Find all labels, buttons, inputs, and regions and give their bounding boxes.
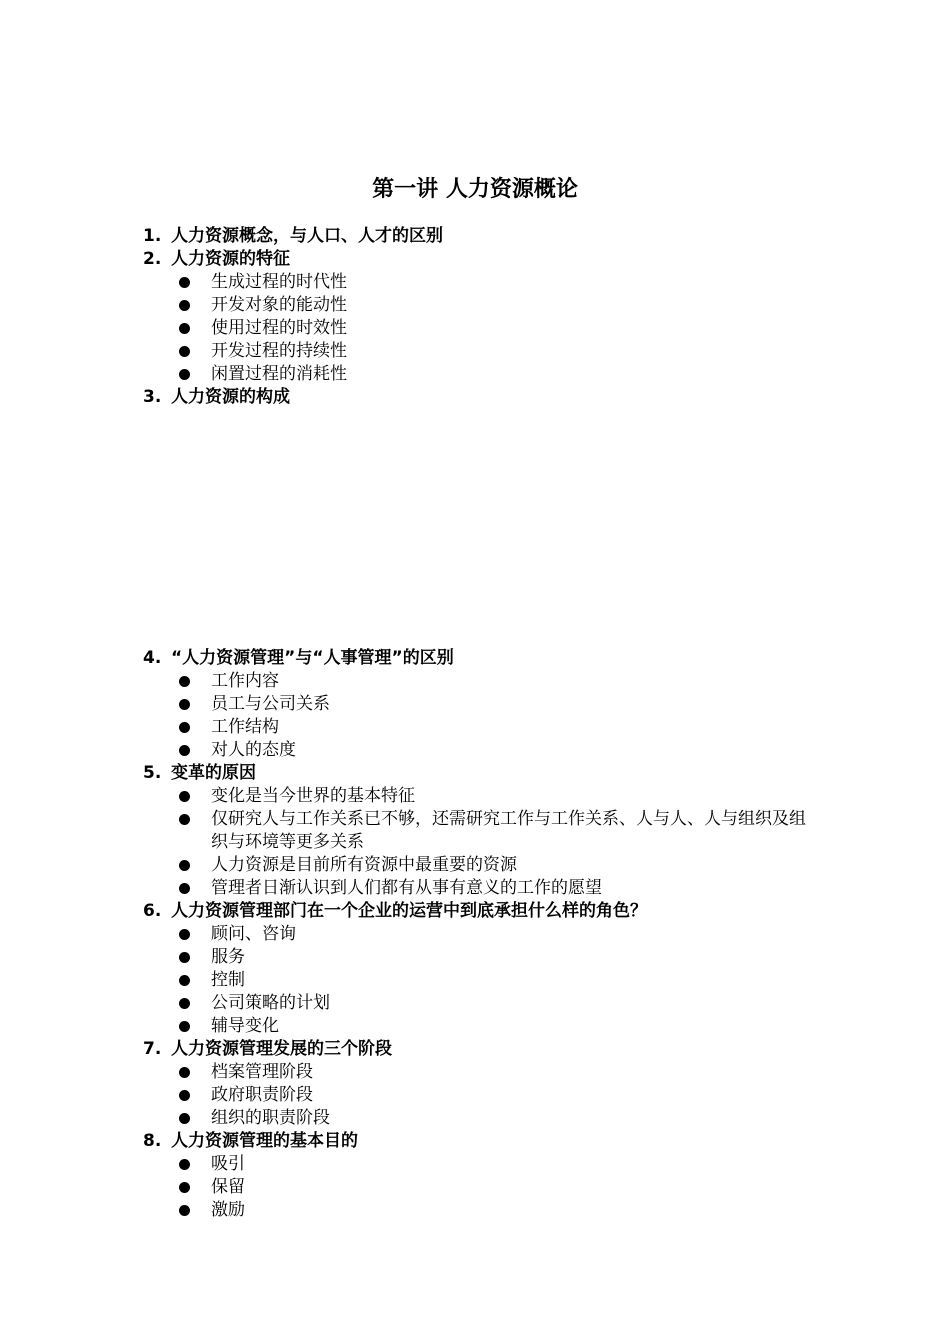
bullet-dot-icon [179,369,190,380]
list-item [143,969,823,992]
section-title-6: 人力资源管理部门在一个企业的运营中到底承担什么样的角色？ [171,901,647,921]
section-number-7: 7. [143,1039,162,1059]
list-item [143,271,823,294]
list-item-text: 保留 [211,1177,245,1197]
list-item-text: 政府职责阶段 [211,1085,313,1105]
list-item [143,1061,823,1084]
section-number-6: 6. [143,901,162,921]
list-item [143,946,823,969]
list-item [143,716,823,739]
section-heading-6 [143,900,823,923]
section-number-8: 8. [143,1131,162,1151]
bullet-dot-icon [179,300,190,311]
bullet-dot-icon [179,814,190,825]
list-item-text: 开发对象的能动性 [211,295,347,315]
list-item-text: 控制 [211,970,245,990]
bullet-dot-icon [179,277,190,288]
bullet-dot-icon [179,676,190,687]
bullet-dot-icon [179,998,190,1009]
section-number-1: 1. [143,226,162,246]
section-heading-1 [143,225,823,248]
list-item [143,739,823,762]
list-item-text: 顾问、咨询 [211,924,296,944]
section-title-5: 变革的原因 [171,763,256,783]
bullet-dot-icon [179,860,190,871]
list-item-text: 辅导变化 [211,1016,279,1036]
list-item [143,877,823,900]
list-item-text: 服务 [211,947,245,967]
list-item [143,670,823,693]
list-item [143,1176,823,1199]
list-item-text: 工作内容 [211,671,279,691]
list-item [143,294,823,317]
section-heading-8 [143,1130,823,1153]
bullet-dot-icon [179,952,190,963]
bullet-dot-icon [179,1205,190,1216]
bullet-dot-icon [179,1021,190,1032]
list-item [143,923,823,946]
list-item [143,854,823,877]
list-item-text: 人力资源是目前所有资源中最重要的资源 [211,855,517,875]
list-item [143,340,823,363]
list-item [143,785,823,808]
section-title-2: 人力资源的特征 [171,249,290,269]
section-title-8: 人力资源管理的基本目的 [171,1131,358,1151]
list-item-text: 生成过程的时代性 [211,272,347,292]
section-title-7: 人力资源管理发展的三个阶段 [171,1039,392,1059]
bullet-dot-icon [179,1067,190,1078]
section-number-2: 2. [143,249,162,269]
list-item-text: 激励 [211,1200,245,1220]
list-item-text: 开发过程的持续性 [211,341,347,361]
section-heading-5 [143,762,823,785]
section-title-3: 人力资源的构成 [171,387,290,407]
section-heading-7 [143,1038,823,1061]
list-item-text: 管理者日渐认识到人们都有从事有意义的工作的愿望 [211,878,602,898]
bullet-dot-icon [179,745,190,756]
list-item [143,317,823,340]
list-item [143,693,823,716]
bullet-dot-icon [179,791,190,802]
list-item-text: 仅研究人与工作关系已不够，还需研究工作与工作关系、人与人、人与组织及组织与环境等更多关系 [211,809,806,852]
list-item-text: 员工与公司关系 [211,694,330,714]
list-item [143,1199,823,1222]
bullet-dot-icon [179,1090,190,1101]
section-number-3: 3. [143,387,162,407]
list-item-text: 对人的态度 [211,740,296,760]
list-item [143,1084,823,1107]
list-item-text: 使用过程的时效性 [211,318,347,338]
bullet-dot-icon [179,929,190,940]
bullet-dot-icon [179,346,190,357]
outline-part-1 [143,225,823,409]
section-number-5: 5. [143,763,162,783]
list-item [143,1153,823,1176]
list-item-text: 工作结构 [211,717,279,737]
bullet-dot-icon [179,1113,190,1124]
section-title-1: 人力资源概念，与人口、人才的区别 [171,226,443,246]
bullet-dot-icon [179,975,190,986]
list-item-text: 闲置过程的消耗性 [211,364,347,384]
list-item [143,992,823,1015]
bullet-dot-icon [179,699,190,710]
bullet-dot-icon [179,722,190,733]
bullet-dot-icon [179,883,190,894]
bullet-dot-icon [179,1182,190,1193]
section-heading-3 [143,386,823,409]
section-title-4: “人力资源管理”与“人事管理”的区别 [171,648,454,668]
list-item-text: 档案管理阶段 [211,1062,313,1082]
list-item-text: 组织的职责阶段 [211,1108,330,1128]
list-item [143,1015,823,1038]
list-item [143,808,811,854]
outline-part-2 [143,647,823,1222]
list-item-text: 吸引 [211,1154,245,1174]
section-number-4: 4. [143,648,162,668]
list-item [143,363,823,386]
section-heading-4 [143,647,823,670]
list-item [143,1107,823,1130]
section-heading-2 [143,248,823,271]
bullet-dot-icon [179,323,190,334]
bullet-dot-icon [179,1159,190,1170]
list-item-text: 公司策略的计划 [211,993,330,1013]
list-item-text: 变化是当今世界的基本特征 [211,786,415,806]
page-title: 第一讲 人力资源概论 [372,177,578,202]
